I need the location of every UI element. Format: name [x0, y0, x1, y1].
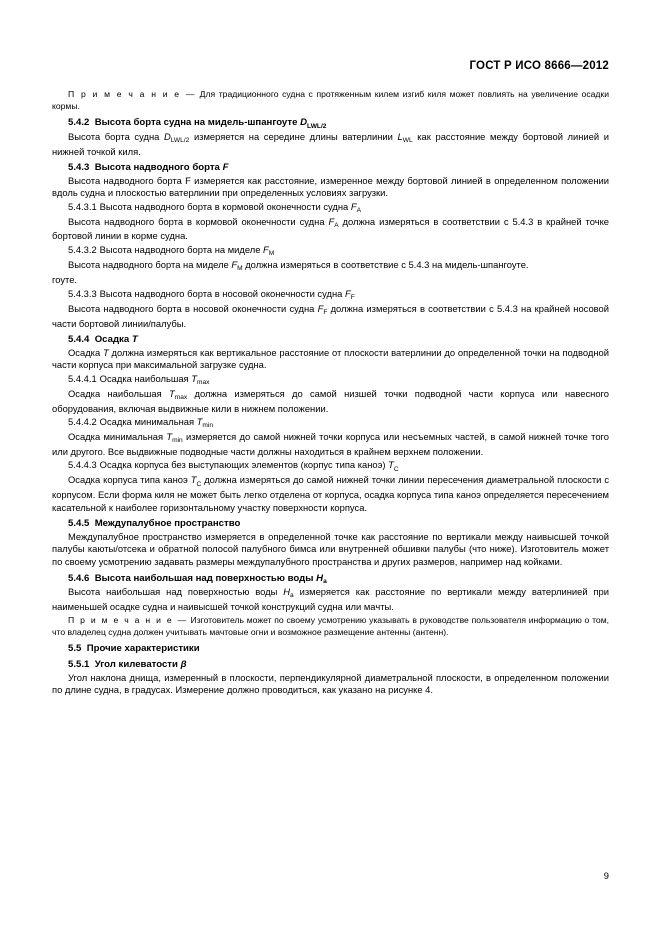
- paragraph-5-4-4-1: [52, 388, 609, 415]
- heading-5-4-4: [68, 333, 609, 346]
- heading-text: Угол килеватости: [94, 659, 181, 671]
- heading-symbol: F: [350, 200, 357, 212]
- para-text-a: Осадка корпуса типа каноэ: [68, 474, 191, 486]
- note-label: П р и м е ч а н и е —: [68, 89, 197, 99]
- para-text-a: Осадка минимальная: [68, 431, 167, 443]
- para-symbol: F: [328, 215, 335, 227]
- heading-subscript: LWL/2: [307, 122, 327, 130]
- para-symbol: T: [166, 431, 173, 443]
- heading-subscript: M: [268, 250, 275, 258]
- paragraph-5-4-3-2-cont: гоуте.: [52, 274, 78, 286]
- heading-symbol: D: [300, 117, 308, 129]
- paragraph-5-4-3-1: [52, 216, 609, 243]
- heading-symbol: F: [344, 287, 351, 299]
- heading-5-4-3: [68, 161, 609, 174]
- heading-5-4-4-2: [52, 416, 609, 431]
- heading-subscript: A: [356, 206, 361, 214]
- para-text-b: должна измеряться в соответствие с 5.4.3 на мидель-шпангоуте.: [242, 259, 529, 271]
- heading-symbol: T: [131, 334, 138, 346]
- heading-number: 5.4.4: [68, 334, 90, 346]
- paragraph-5-4-2: [52, 131, 609, 158]
- heading-text: Осадка: [94, 334, 132, 346]
- heading-text: Высота борта судна на мидель-шпангоуте: [94, 117, 298, 129]
- para-subscript: F: [323, 309, 328, 317]
- para-text-b: измеряется как расстояние по вертикали между ватерлинией при наименьшей осадке судна и наивысшей точкой конструкций судна или мачты.: [52, 586, 610, 612]
- heading-symbol: H: [316, 572, 324, 584]
- para-text-b: измеряется на середине длины ватерлинии: [189, 130, 398, 142]
- heading-5-4-3-3: [52, 288, 609, 303]
- heading-number: 5.4.5: [68, 518, 90, 530]
- heading-symbol: β: [180, 659, 187, 671]
- note-paragraph-1: [52, 88, 609, 112]
- heading-text: Осадка наибольшая: [99, 372, 192, 384]
- para-text-b: должна измеряться в соответствии с 5.4.3 в крайней точке бортовой линии в корме судна.: [52, 215, 610, 242]
- heading-symbol: F: [222, 162, 229, 174]
- para-symbol: T: [102, 346, 109, 358]
- note-paragraph-2: [52, 614, 609, 638]
- para-symbol: H: [283, 586, 291, 598]
- paragraph-5-4-4-2: [52, 431, 609, 458]
- heading-5-4-4-1: [52, 373, 609, 388]
- heading-5-5: [68, 642, 609, 655]
- heading-subscript: F: [350, 294, 355, 302]
- heading-number: 5.5: [68, 643, 82, 655]
- heading-text: Высота надводного борта на миделе: [99, 244, 264, 256]
- heading-symbol: F: [263, 244, 269, 256]
- heading-5-4-3-1: [52, 201, 609, 216]
- para-text-a: Высота надводного борта в носовой оконечности судна: [68, 302, 318, 314]
- heading-number: 5.4.2: [68, 117, 90, 129]
- para-symbol: F: [231, 259, 238, 271]
- heading-text: Междупалубное пространство: [94, 518, 241, 530]
- note-text: Для традиционного судна с протяженным килем изгиб киля может повлиять на увеличение осадки кормы.: [52, 89, 609, 112]
- heading-number: 5.4.4.1: [68, 372, 97, 384]
- heading-symbol: T: [191, 372, 197, 384]
- para-text-b: должна измеряться до самой нижней точки линии пересечения диаметральной плоскости с корпусом. Если форма киля не может быть легко отделена от корпуса, осадка корпуса типа каноэ определяется пересечением касательной к наиболее горизонтальному участку поверхности корпуса.: [52, 474, 610, 513]
- heading-number: 5.4.3.1: [68, 200, 97, 212]
- para-subscript: min: [172, 437, 183, 445]
- para-text-a: Высота надводного борта в кормовой оконечности судна: [68, 215, 329, 227]
- heading-5-4-3-2: [52, 244, 609, 259]
- heading-symbol: T: [196, 416, 203, 428]
- heading-number: 5.4.3: [68, 162, 90, 174]
- para-subscript-2: WL: [402, 137, 413, 145]
- para-symbol: F: [317, 302, 324, 314]
- heading-text: Осадка корпуса без выступающих элементов (корпус типа каноэ): [99, 459, 389, 471]
- heading-text: Высота надводного борта: [94, 162, 223, 174]
- heading-text: Высота наибольшая над поверхностью воды: [94, 572, 317, 584]
- para-symbol: T: [190, 474, 197, 486]
- heading-5-4-6: [68, 572, 609, 586]
- para-text-b: измеряется до самой нижней точки корпуса или несъемных частей, в самой нижней точке того или другого. Все выдвижные подводные части должны находиться в крайнем верхнем положении.: [52, 431, 609, 457]
- paragraph-5-4-3-2: [52, 259, 609, 274]
- para-subscript: a: [290, 592, 294, 600]
- heading-5-4-5: [68, 517, 609, 530]
- para-text-a: Высота борта судна: [68, 130, 164, 142]
- page-header: ГОСТ Р ИСО 8666—2012: [469, 60, 609, 72]
- heading-number: 5.4.3.2: [68, 244, 97, 256]
- heading-text: Осадка минимальная: [99, 416, 197, 428]
- para-text-a: Высота наибольшая над поверхностью воды: [68, 586, 284, 598]
- heading-number: 5.4.4.2: [68, 416, 97, 428]
- para-text-b: должна измеряться до самой низшей точки подводной части корпуса или навесного оборудования, включая выдвижные кили в нижнем положении.: [52, 387, 609, 414]
- para-text-a: Высота надводного борта на миделе: [68, 259, 232, 271]
- note-text: Изготовитель может по своему усмотрению указывать в руководстве пользователя информацию о том, что владелец судна должен учитывать мачтовые огни и возможное размещение антенны (антенн).: [52, 614, 609, 637]
- heading-number: 5.4.3.3: [68, 287, 97, 299]
- paragraph-5-5-1: Угол наклона днища, измеренный в плоскости, перпендикулярной диаметральной плоскости, в определенном положении по длине судна, в градусах. Измерение должно проводиться, как указано на рисунке 4.: [52, 671, 609, 696]
- paragraph-5-4-3-3: [52, 303, 609, 330]
- para-text-b: должна измеряться как вертикальное расстояние от плоскости ватерлинии до определенной точки на подводной части корпуса при максимальной загрузке судна.: [52, 346, 609, 371]
- heading-text: Высота надводного борта в кормовой оконечности судна: [99, 200, 351, 212]
- heading-number: 5.5.1: [68, 659, 90, 671]
- note-label: П р и м е ч а н и е —: [68, 614, 188, 625]
- paragraph-5-4-4: [52, 347, 609, 372]
- para-subscript-1: LWL/2: [170, 137, 190, 145]
- heading-number: 5.4.6: [68, 572, 90, 584]
- paragraph-5-4-6: [52, 586, 609, 613]
- document-body: [52, 88, 609, 697]
- para-text-c: как расстояние между бортовой линией и нижней точкой киля.: [52, 130, 609, 157]
- paragraph-5-4-4-3: [52, 474, 609, 514]
- para-subscript: max: [174, 394, 188, 402]
- heading-subscript: max: [196, 379, 210, 386]
- heading-subscript: C: [393, 465, 399, 473]
- para-text-b: должна измеряться в соответствии с 5.4.3 на крайней носовой части бортовой линии/палубы.: [52, 302, 609, 329]
- page-number: 9: [603, 870, 609, 881]
- heading-subscript: a: [323, 577, 327, 585]
- heading-subscript: min: [202, 422, 214, 430]
- paragraph-5-4-5: Междупалубное пространство измеряется в определенной точке как расстояние по вертикали между наивысшей точкой палубы каюты/отсека и обратной полосой палубного бимса или внутренней обшивки палубы (что ниже). Изготовитель может по своему усмотрению задавать размеры междупалубного пространства и других размеров, например над койками.: [52, 530, 609, 567]
- para-symbol-2: L: [397, 130, 403, 142]
- para-text-a: Осадка: [68, 346, 103, 358]
- para-subscript: M: [237, 265, 243, 273]
- paragraph-5-4-3: Высота надводного борта F измеряется как расстояние, измеренное между бортовой линией в определенном положении вдоль судна и плоскостью ватерлинии при определенных условиях загрузки.: [52, 174, 609, 199]
- heading-5-4-4-3: [52, 459, 609, 474]
- heading-symbol: T: [388, 459, 394, 471]
- heading-5-5-1: [68, 658, 609, 671]
- para-subscript: C: [196, 480, 202, 488]
- heading-text: Прочие характеристики: [86, 643, 200, 655]
- para-text-a: Осадка наибольшая: [68, 387, 169, 399]
- para-subscript: A: [334, 222, 339, 230]
- heading-5-4-2: [68, 116, 609, 130]
- para-symbol-1: D: [163, 130, 171, 142]
- heading-number: 5.4.4.3: [68, 459, 97, 471]
- para-symbol: T: [168, 387, 175, 399]
- heading-text: Высота надводного борта в носовой оконечности судна: [99, 287, 345, 299]
